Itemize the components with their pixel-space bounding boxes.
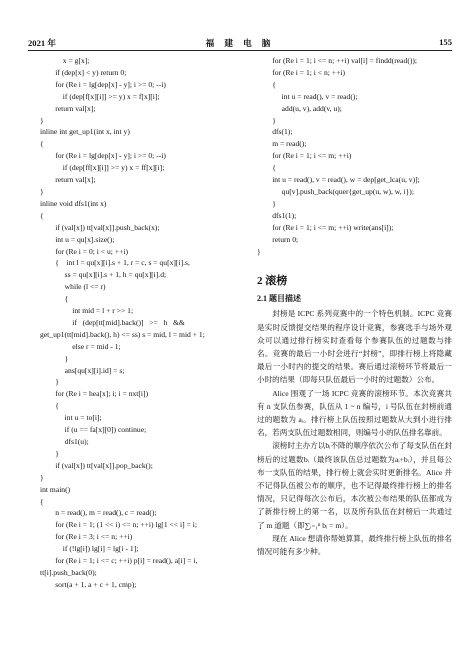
code-line: } (40, 186, 44, 196)
code-line: else r = mid - 1; (40, 341, 121, 351)
code-line: { (40, 294, 69, 304)
code-line: if (dep[f[x][i]] >= y) x = f[x][i]; (40, 91, 160, 101)
subsection-title: 2.1 题目描述 (257, 294, 301, 304)
code-line: int mid = l + r >> 1; (40, 306, 134, 316)
body-paragraph: 滚榜时主办方以bᵢ不降的顺序依次公布了每支队伍在封榜后的过题数bᵢ（最终该队伍总过题数为aᵢ+bᵢ），并且每公布一支队伍的结果，排行榜上就会实时更新排名。Alice 并不记得队伍被公布的顺序，也不记得最终排行榜上的排名情况，只记得每次公布后，本次被公布结果的队伍都成为了新排行榜上的第一名，以及所有队伍在封榜后一共通过了 m 道题（即∑ᵢ₌₁ⁿ bᵢ = m）。 (257, 441, 452, 530)
code-line: } (257, 246, 261, 256)
code-line: int u = read(), v = read(); (257, 91, 358, 101)
code-line: tt[i].push_back(0); (40, 567, 97, 577)
right-column (257, 55, 452, 558)
code-line: dfs1(u); (40, 437, 89, 446)
code-line: inline void dfs1(int x) (40, 198, 107, 208)
code-line: x = g[x]; (40, 56, 90, 65)
code-line: int u = read(), v = read(), w = dep[get_lca(u, v)]; (257, 175, 420, 185)
code-line: for (Re i = lg[dep[x] - y]; i >= 0; --i) (40, 151, 166, 161)
code-line: for (Re i = 1; i <= n; ++i) val[i] = findd(read()); (257, 56, 418, 65)
code-line: n = read(), m = read(), c = read(); (40, 508, 157, 518)
code-line: while (l <= r) (40, 282, 106, 292)
code-line: int main() (40, 484, 71, 494)
code-line: } (40, 472, 44, 482)
code-line: for (Re i = 1; i <= c; ++i) p[i] = read(), a[i] = i, (40, 556, 198, 566)
body-paragraph: 封榜是 ICPC 系列竞赛中的一个特色机制。ICPC 竞赛是实时反馈提交结果的程序设计竞赛，参赛选手与场外观众可以通过排行榜实时查看每个参赛队伍的过题数与排名。竞赛的最后一小时会进行“封榜”，即排行榜上将隐藏最后一小时内的提交的结果。赛后通过滚榜环节将最后一小时的结果（即每只队伍最后一小时的过题数）公布。 (257, 309, 452, 385)
code-line: for (Re i = 1; (1 << i) <= n; ++i) lg[1 << i] = i; (40, 520, 197, 530)
body-paragraph: 现在 Alice 想请你帮她算算，最终排行榜上队伍的排名情况可能有多少种。 (257, 533, 452, 557)
code-line: { (257, 79, 276, 89)
right-code-block (257, 55, 452, 257)
code-line: } (257, 115, 276, 125)
code-line: for (Re i = 0; i < u; ++i) (40, 246, 128, 256)
code-line: for (Re i = 1; i <= m; ++i) (257, 151, 352, 161)
code-line: ss = qu[x][i].s + 1, h = qu[x][i].d; (40, 270, 167, 280)
code-line: } (40, 353, 69, 363)
code-line: for (Re i = hea[x]; i; i = nxt[i]) (40, 389, 149, 399)
code-line: { (40, 401, 59, 411)
code-line: return 0; (257, 234, 299, 244)
code-line: return val[x]; (40, 175, 96, 185)
code-line: if (dep[x] < y) return 0; (40, 67, 127, 77)
code-line: { (257, 163, 276, 173)
code-line: } (40, 377, 59, 387)
code-line: m = read(); (257, 139, 307, 149)
code-line: qu[v].push_back(quer{get_up(u, w), w, i}); (257, 186, 414, 196)
code-line: for (Re i = lg[dep[x] - y]; i >= 0; --i) (40, 79, 166, 89)
header-year: 2021 年 (28, 38, 56, 48)
code-line: if (dep[ff[x][i]] >= y) x = ff[x][i]; (40, 163, 165, 173)
code-line: for (Re i = 1; i <= m; ++i) write(ans[i]); (257, 222, 394, 232)
header-rule (28, 50, 452, 51)
code-line: dfs(1); (257, 127, 293, 137)
code-line: if (val[x]) tt[val[x]].push_back(x); (40, 222, 160, 232)
section-title: 2 滚榜 (257, 275, 288, 288)
left-column-code (40, 55, 238, 591)
code-line: } (40, 448, 59, 458)
running-header (28, 37, 452, 51)
code-line: return val[x]; (40, 103, 96, 113)
header-journal: 福 建 电 脑 (205, 38, 275, 48)
code-line: if (!lg[i]) lg[i] = lg[i - 1]; (40, 544, 139, 554)
code-line: if (dep[tt[mid].back()] >= h && (40, 317, 185, 327)
code-line: { (40, 496, 44, 506)
code-line: } (257, 198, 276, 208)
code-line: int u = qu[x].size(); (40, 234, 115, 244)
code-line: { (40, 139, 44, 149)
code-line: for (Re i = 1; i < n; ++i) (257, 67, 345, 77)
code-line: ans[qu[x][i].id] = s; (40, 365, 125, 375)
body-paragraph: Alice 围观了一场 ICPC 竞赛的滚榜环节。本次竞赛共有 n 支队伍参赛，队伍从 1 ~ n 编号，i 号队伍在封榜前通过的题数为 aᵢ。排行榜上队伍按照过题数从大到小进行排名，若两支队伍过题数相同，则编号小的队伍排名靠前。 (257, 388, 452, 438)
code-line: for (Re i = 3; i <= n; ++i) (40, 532, 133, 542)
code-line: { (40, 210, 44, 220)
code-line: { int l = qu[x][i].s + 1, r = c, s = qu[x][i].s, (40, 258, 190, 268)
code-line: inline int get_up1(int x, int y) (40, 127, 130, 137)
code-line: int u = to[i]; (40, 413, 102, 423)
code-line: if (val[x]) tt[val[x]].pop_back(); (40, 460, 153, 470)
code-line: } (40, 115, 44, 125)
code-line: dfs1(1); (257, 210, 297, 220)
code-line: get_up1(tt[mid].back(), h) <= ss) s = mid, l = mid + 1; (40, 329, 205, 339)
header-page-number: 155 (439, 37, 452, 47)
code-line: sort(a + 1, a + c + 1, cmp); (40, 579, 137, 589)
spacer (257, 257, 452, 265)
code-line: if (u == fa[x][0]) continue; (40, 425, 147, 435)
code-line: add(u, v), add(v, u); (257, 103, 342, 113)
